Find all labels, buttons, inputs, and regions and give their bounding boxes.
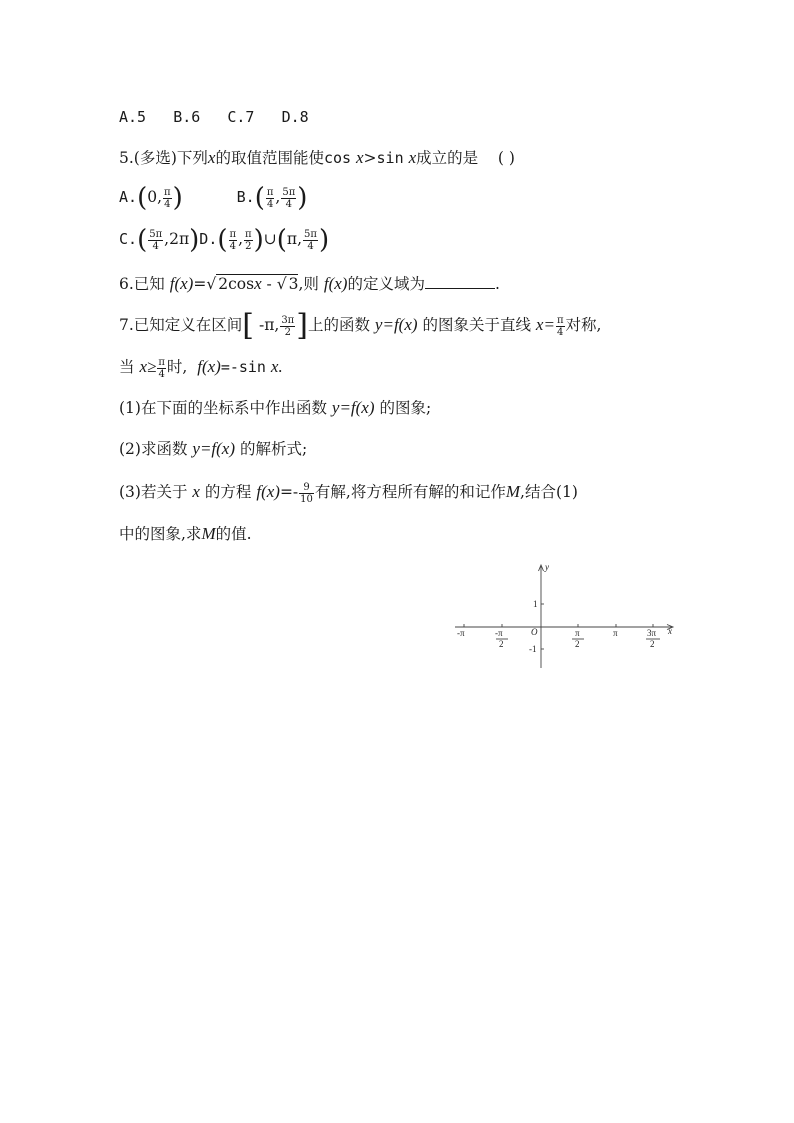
tick-pi: π: [613, 628, 618, 638]
q7-line2: 当 x≥ $\frac{\pi}{4}$ 时, f(x)=-sin x.: [119, 356, 283, 380]
origin-label: O: [531, 627, 538, 637]
q7-part3: (3)若关于 x 的方程 f(x)=- $\frac{9}{10}$ 有解,将方程所有解的和记作M,结合(1): [119, 481, 578, 505]
option-c: C.7: [227, 108, 255, 126]
q4-options: [119, 106, 309, 128]
tick-neg-half-pi-num: -π: [495, 628, 503, 638]
tick-neg-half-pi-den: 2: [499, 639, 504, 649]
tick-one: 1: [533, 599, 538, 609]
tick-three-half-pi-num: 3π: [647, 628, 657, 638]
q6: 6.已知 f(x)=√ 2cosx - √ 3,则 f(x)的定义域为 .: [119, 274, 500, 293]
tick-half-pi-num: π: [575, 628, 580, 638]
tick-neg-pi: -π: [457, 628, 465, 638]
answer-paren: ( ): [497, 149, 515, 167]
q5-stem: 5.(多选)下列x的取值范围能使cos x>sin x成立的是 ( ): [119, 148, 515, 167]
q7-part2: (2)求函数 y=f(x) 的解析式;: [119, 439, 308, 458]
option-a: A.5: [119, 108, 147, 126]
answer-blank: [425, 274, 495, 289]
q7-line1: 7.已知定义在区间[ -π, $\frac{3\pi}{2}$ ]上的函数 y=f(x) 的图象关于直线 x= $\frac{\pi}{4}$ 对称,: [119, 308, 602, 343]
q7-part3-line2: 中的图象,求M的值.: [119, 524, 252, 543]
y-arrow: [539, 565, 544, 571]
q5-options-ab: A.(0, $\frac{\pi}{4}$ ) B.( $\frac{\pi}{4}$ , $\frac{5\pi}{4}$ ): [119, 183, 308, 213]
tick-neg-one: -1: [529, 644, 537, 654]
y-axis-label: y: [545, 562, 549, 572]
x-axis-label: x: [668, 626, 672, 636]
tick-three-half-pi-den: 2: [650, 639, 655, 649]
option-b: B.6: [173, 108, 201, 126]
tick-half-pi-den: 2: [575, 639, 580, 649]
q7-part1: (1)在下面的坐标系中作出函数 y=f(x) 的图象;: [119, 398, 432, 417]
q5-options-cd: C.( $\frac{5\pi}{4}$ ,2π)D.( $\frac{\pi}{4}$ , $\frac{\pi}{2}$ )∪(π, $\frac{5\pi}{4}$ ): [119, 225, 330, 255]
option-d: D.8: [281, 108, 309, 126]
x-arrow: [667, 625, 673, 630]
